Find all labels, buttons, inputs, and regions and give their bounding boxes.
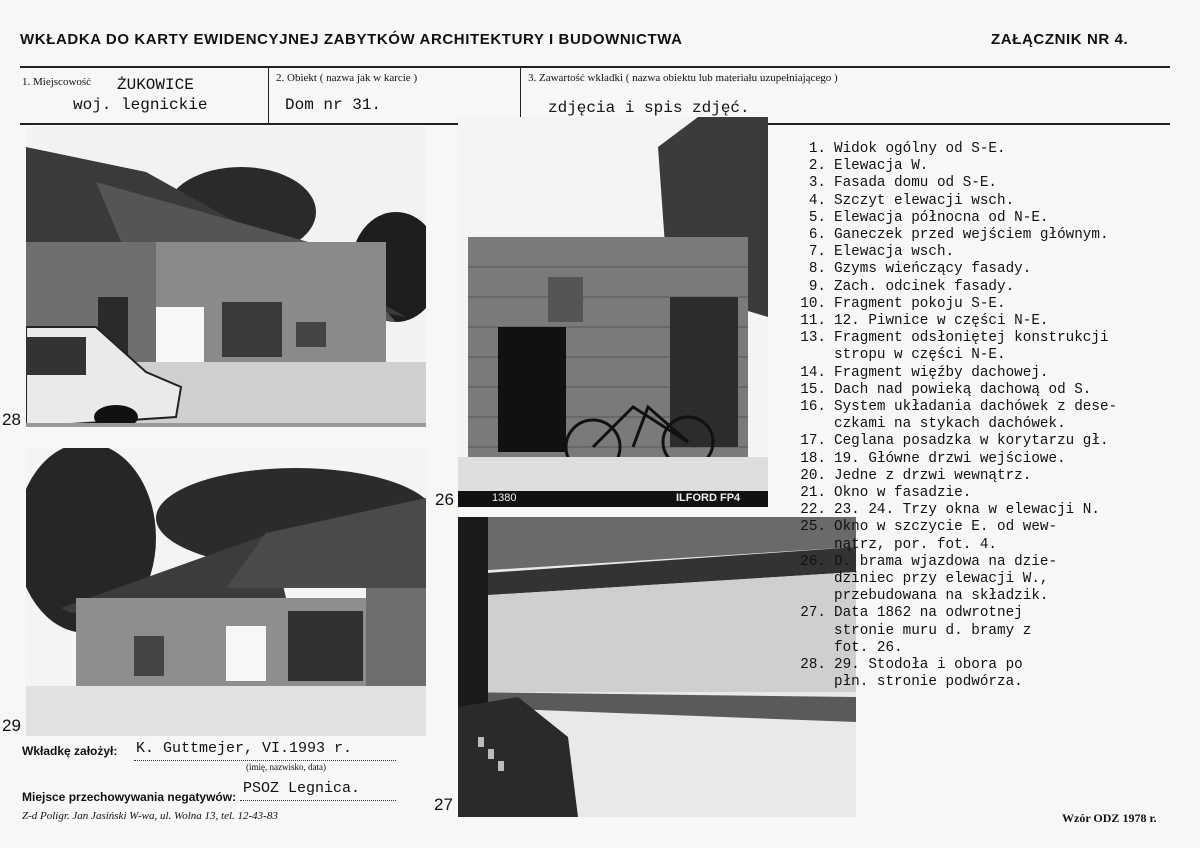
photo-list-item [784, 657, 1194, 691]
film-strip [458, 491, 768, 507]
annex-number: ZAŁĄCZNIK NR 4. [991, 31, 1129, 48]
form-model: Wzór ODZ 1978 r. [1062, 811, 1157, 825]
photo-list-text: System układania dachówek z dese- czkami na stykach dachówek. [834, 399, 1118, 433]
photo-list-text: Szczyt elewacji wsch. [834, 192, 1015, 209]
photo-list-item [784, 175, 1194, 192]
author-underline [134, 760, 396, 761]
photo-list-number: 28. [800, 657, 826, 674]
photo-list-text: Dach nad powieką dachową od S. [834, 381, 1092, 398]
photo-26-number: 26 [435, 490, 454, 509]
photo-list-item [784, 485, 1194, 502]
photo-list-text: Okno w fasadzie. [834, 485, 972, 502]
photo-list-text: Ceglana posadzka w korytarzu gł. [834, 433, 1109, 450]
photo-list-text: 19. Główne drzwi wejściowe. [834, 450, 1066, 467]
photo-list-item [784, 468, 1194, 485]
photo-list-text: Fragment pokoju S-E. [834, 295, 1006, 312]
photo-list-number: 13. [800, 330, 826, 347]
photo-list-text: Elewacja wsch. [834, 244, 955, 261]
photo-list-number: 14. [800, 364, 826, 381]
field-divider-1 [268, 67, 269, 124]
storage-underline [240, 800, 396, 801]
author-hint: (imię, nazwisko, data) [246, 762, 326, 772]
photo-list-text: 12. Piwnice w części N-E. [834, 313, 1049, 330]
photo-list-item [784, 141, 1194, 158]
photo-list-item [784, 244, 1194, 261]
photo-list-text: 23. 24. Trzy okna w elewacji N. [834, 502, 1100, 519]
photo-list-number: 1. [808, 141, 826, 157]
photo-list [784, 141, 1194, 692]
content-label: 3. Zawartość wkładki ( nazwa obiektu lub materiału uzupełniającego ) [528, 72, 838, 84]
photo-list-number: 16. [800, 399, 826, 416]
photo-29-number: 29 [2, 716, 21, 735]
photo-list-item [784, 296, 1194, 313]
content-value: zdjęcia i spis zdjęć. [548, 99, 750, 117]
photo-list-text: Fasada domu od S-E. [834, 175, 998, 192]
photo-list-item [784, 399, 1194, 433]
photo-list-number: 18. [800, 450, 826, 467]
photo-list-number: 9. [808, 278, 826, 295]
photo-list-number: 21. [800, 485, 826, 502]
photo-list-text: Zach. odcinek fasady. [834, 278, 1015, 295]
photo-list-text: Data 1862 na odwrotnej stronie muru d. bramy z fot. 26. [834, 605, 1032, 656]
object-label: 2. Obiekt ( nazwa jak w karcie ) [276, 72, 418, 84]
photo-list-item [784, 158, 1194, 175]
photo-list-number: 5. [808, 209, 826, 226]
photo-list-text: Gzyms wieńczący fasady. [834, 261, 1032, 278]
photo-list-item [784, 519, 1194, 553]
photo-list-text: Elewacja W. [834, 158, 929, 175]
photo-list-item [784, 313, 1194, 330]
photo-list-item [784, 365, 1194, 382]
photo-list-text: Ganeczek przed wejściem głównym. [834, 227, 1109, 244]
object-value: Dom nr 31. [285, 96, 382, 114]
photo-list-item [784, 451, 1194, 468]
photo-list-number: 4. [808, 192, 826, 209]
photo-list-text: Fragment więźby dachowej. [834, 364, 1049, 381]
photo-list-number: 11. [800, 313, 826, 330]
photo-list-number: 2. [808, 158, 826, 175]
photo-27-number: 27 [434, 795, 453, 814]
photo-list-text: 29. Stodoła i obora po płn. stronie podwórza. [834, 657, 1023, 691]
photo-list-text: Widok ogólny od S-E. [834, 141, 1006, 157]
field-divider-2 [520, 67, 521, 124]
photo-list-number: 22. [800, 502, 826, 519]
author-label: Wkładkę założył: [22, 744, 118, 758]
photo-list-item [784, 382, 1194, 399]
place-label: 1. Miejscowość [22, 76, 92, 88]
photo-list-item [784, 605, 1194, 657]
photo-list-number: 10. [800, 295, 826, 312]
voivodeship-value: woj. legnickie [73, 96, 208, 114]
form-title: WKŁADKA DO KARTY EWIDENCYJNEJ ZABYTKÓW ARCHITEKTURY I BUDOWNICTWA [20, 31, 683, 48]
film-frame-number: 1380 [492, 492, 517, 504]
photo-list-text: Okno w szczycie E. od wew- nątrz, por. fot. 4. [834, 519, 1058, 553]
storage-label: Miejsce przechowywania negatywów: [22, 790, 237, 804]
photo-list-text: D. brama wjazdowa na dzie- dziniec przy elewacji W., przebudowana na składzik. [834, 553, 1058, 605]
photo-list-item [784, 502, 1194, 519]
storage-value: PSOZ Legnica. [243, 780, 361, 797]
photo-list-number: 8. [808, 261, 826, 278]
photo-list-item [784, 261, 1194, 278]
printer-info: Z-d Poligr. Jan Jasiński W-wa, ul. Wolna 13, tel. 12-43-83 [22, 810, 278, 822]
photo-list-number: 25. [800, 519, 826, 536]
photo-list-number: 17. [800, 433, 826, 450]
photo-list-text: Elewacja północna od N-E. [834, 209, 1049, 226]
photo-list-number: 15. [800, 381, 826, 398]
photo-list-text: Jedne z drzwi wewnątrz. [834, 467, 1032, 484]
film-brand: ILFORD FP4 [676, 492, 741, 504]
photo-list-number: 3. [808, 175, 826, 192]
photo-list-item [784, 279, 1194, 296]
photo-list-item [784, 193, 1194, 210]
photo-list-text: Fragment odsłoniętej konstrukcji stropu w części N-E. [834, 330, 1109, 364]
photo-list-number: 6. [808, 227, 826, 244]
photo-list-number: 26. [800, 553, 826, 570]
photo-26-gateway [458, 117, 768, 507]
photo-list-number: 7. [808, 244, 826, 261]
photo-list-number: 20. [800, 467, 826, 484]
photo-28-barn [26, 127, 426, 427]
photo-list-item [784, 330, 1194, 364]
photo-list-item [784, 210, 1194, 227]
place-value: ŻUKOWICE [117, 76, 194, 94]
photo-28-number: 28 [2, 410, 21, 429]
photo-list-item [784, 554, 1194, 606]
top-rule [20, 66, 1170, 68]
photo-list-number: 27. [800, 605, 826, 622]
photo-29-stable [26, 448, 426, 736]
author-value: K. Guttmejer, VI.1993 r. [136, 740, 353, 757]
photo-list-item [784, 433, 1194, 450]
photo-list-item [784, 227, 1194, 244]
